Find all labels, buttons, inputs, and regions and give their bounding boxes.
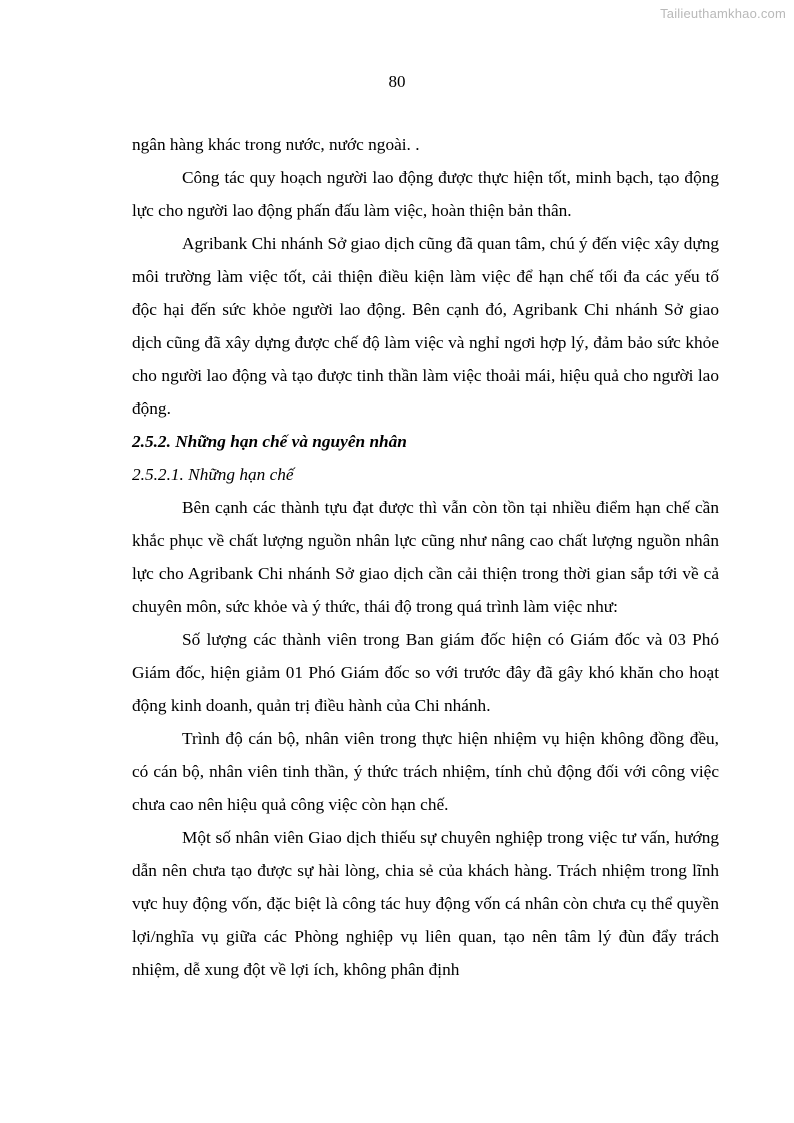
paragraph-continuation: ngân hàng khác trong nước, nước ngoài. . [132, 135, 420, 154]
page-number: 80 [388, 72, 406, 91]
document-body [132, 128, 719, 986]
paragraph: Số lượng các thành viên trong Ban giám đốc hiện có Giám đốc và 03 Phó Giám đốc, hiện giảm 01 Phó Giám đốc so với trước đây đã gây khó khăn cho hoạt động kinh doanh, quản trị điều hành của Chi nhánh. [132, 630, 719, 715]
paragraph: Công tác quy hoạch người lao động được thực hiện tốt, minh bạch, tạo động lực cho người lao động phấn đấu làm việc, hoàn thiện bản thân. [132, 168, 719, 220]
section-heading: 2.5.2. Những hạn chế và nguyên nhân [132, 432, 407, 451]
paragraph: Agribank Chi nhánh Sở giao dịch cũng đã quan tâm, chú ý đến việc xây dựng môi trường làm việc tốt, cải thiện điều kiện làm việc để hạn chế tối đa các yếu tố độc hại đến sức khỏe người lao động. Bên cạnh đó, Agribank Chi nhánh Sở giao dịch cũng đã xây dựng được chế độ làm việc và nghỉ ngơi hợp lý, đảm bảo sức khỏe cho người lao động và tạo được tinh thần làm việc thoải mái, hiệu quả cho người lao động. [132, 234, 719, 418]
paragraph: Trình độ cán bộ, nhân viên trong thực hiện nhiệm vụ hiện không đồng đều, có cán bộ, nhân viên tinh thần, ý thức trách nhiệm, tính chủ động đối với công việc chưa cao nên hiệu quả công việc còn hạn chế. [132, 729, 719, 814]
paragraph: Một số nhân viên Giao dịch thiếu sự chuyên nghiệp trong việc tư vấn, hướng dẫn nên chưa tạo được sự hài lòng, chia sẻ của khách hàng. Trách nhiệm trong lĩnh vực huy động vốn, đặc biệt là công tác huy động vốn cá nhân còn chưa cụ thể quyền lợi/nghĩa vụ giữa các Phòng nghiệp vụ liên quan, tạo nên tâm lý đùn đẩy trách nhiệm, dễ xung đột về lợi ích, không phân định [132, 828, 719, 979]
paragraph: Bên cạnh các thành tựu đạt được thì vẫn còn tồn tại nhiều điểm hạn chế cần khắc phục về chất lượng nguồn nhân lực cũng như nâng cao chất lượng nguồn nhân lực cho Agribank Chi nhánh Sở giao dịch cần cải thiện trong thời gian sắp tới về cả chuyên môn, sức khỏe và ý thức, thái độ trong quá trình làm việc như: [132, 498, 719, 616]
subsection-heading: 2.5.2.1. Những hạn chế [132, 465, 294, 484]
watermark: Tailieuthamkhao.com [660, 6, 786, 21]
